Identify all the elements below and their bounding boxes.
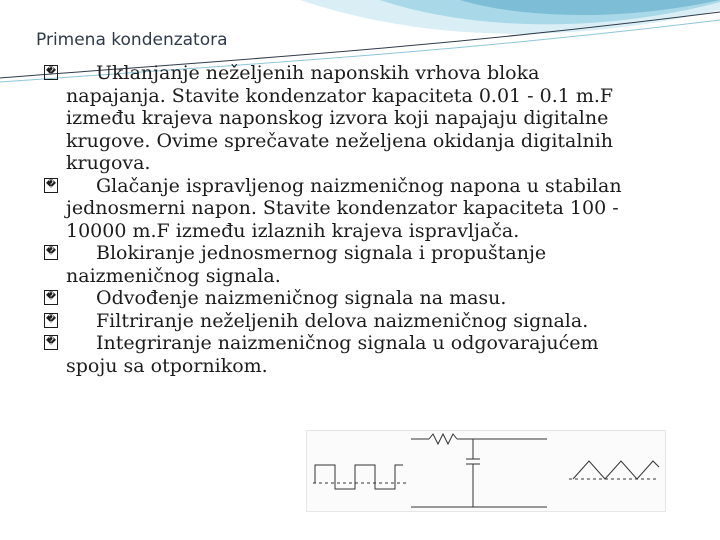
missing-glyph-bullet-icon: � — [44, 335, 58, 350]
missing-glyph-bullet-icon: � — [44, 245, 58, 260]
slide-title: Primena kondenzatora — [36, 30, 228, 50]
bullet-text: Filtriranje neželjenih delova naizmeničnog signala. — [96, 309, 589, 332]
bullet-item — [44, 242, 684, 287]
square-wave-input-icon — [315, 465, 403, 489]
triangle-wave-output-icon — [573, 461, 659, 479]
bullet-list — [44, 62, 684, 377]
bullet-text: Odvođenje naizmeničnog signala na masu. — [96, 287, 507, 309]
bullet-text: Blokiranje jednosmernog signala i propuštanje naizmeničnog signala. — [66, 242, 547, 287]
bullet-text: Integriranje naizmeničnog signala u odgovarajućem spoju sa otpornikom. — [66, 332, 599, 377]
missing-glyph-bullet-icon: � — [44, 178, 58, 193]
bullet-item — [44, 310, 684, 333]
bullet-item — [44, 287, 684, 310]
bullet-item — [44, 175, 684, 243]
bullet-item — [44, 62, 684, 175]
rc-integrator-circuit-diagram — [306, 430, 666, 512]
bullet-text: Uklanjanje neželjenih naponskih vrhova bloka napajanja. Stavite kondenzator kapaciteta 0.01 - 0.1 m.F između krajeva naponskog izvora koji napajaju digitalne krugove. Ovime sprečavate neželjena okidanja digitalnih krugova. — [66, 62, 614, 174]
missing-glyph-bullet-icon: � — [44, 313, 58, 328]
bullet-text: Glačanje ispravljenog naizmeničnog napona u stabilan jednosmerni napon. Stavite kondenzator kapaciteta 100 - 10000 m.F između izlaznih krajeva ispravljača. — [66, 174, 622, 242]
missing-glyph-bullet-icon: � — [44, 65, 58, 80]
bullet-item — [44, 332, 684, 377]
resistor-icon — [429, 434, 457, 444]
missing-glyph-bullet-icon: � — [44, 290, 58, 305]
